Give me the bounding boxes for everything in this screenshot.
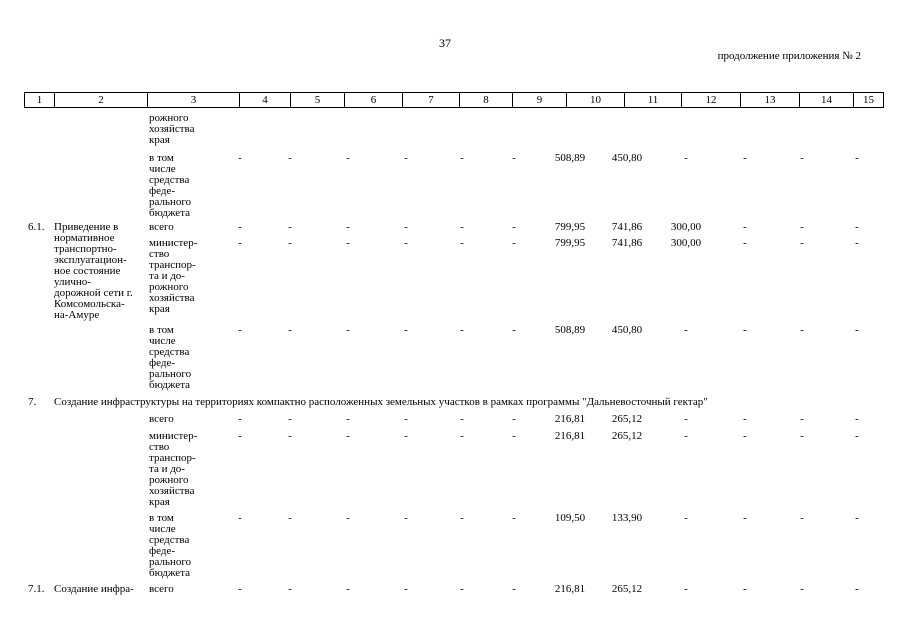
table-cell-value: - — [460, 237, 464, 249]
measure-name: Создание инфра- — [54, 583, 134, 595]
table-cell-value: - — [743, 512, 747, 524]
table-cell-value: - — [238, 152, 242, 164]
col-header: 3 — [147, 93, 239, 107]
table-cell-value: 741,86 — [611, 237, 643, 249]
table-cell-value: - — [238, 324, 242, 336]
funding-source: министер- ство транспор- та и до- рожного хозяйства края — [149, 237, 198, 315]
table-cell-value: 109,50 — [554, 512, 586, 524]
table-cell-value: - — [460, 430, 464, 442]
table-cell-value: - — [288, 430, 292, 442]
table-header — [24, 92, 884, 108]
col-header: 7 — [402, 93, 459, 107]
table-cell-value: - — [855, 237, 859, 249]
table-cell-value: - — [460, 583, 464, 595]
table-cell-value: - — [404, 237, 408, 249]
table-cell-value: - — [404, 430, 408, 442]
col-header: 4 — [239, 93, 290, 107]
col-header: 8 — [459, 93, 512, 107]
funding-source: всего — [149, 583, 174, 595]
table-cell-value: - — [743, 152, 747, 164]
table-cell-value: - — [855, 430, 859, 442]
table-cell-value: - — [512, 430, 516, 442]
funding-source: министер- ство транспор- та и до- рожного хозяйства края — [149, 430, 198, 508]
table-cell-value: - — [743, 430, 747, 442]
table-cell-value: - — [346, 583, 350, 595]
table-cell-value: 300,00 — [670, 237, 702, 249]
table-cell-value: - — [743, 237, 747, 249]
table-cell-value: - — [238, 583, 242, 595]
table-cell-value: - — [346, 512, 350, 524]
table-cell-value: - — [460, 413, 464, 425]
table-cell-value: - — [460, 512, 464, 524]
col-header: 11 — [624, 93, 681, 107]
table-cell-value: - — [404, 512, 408, 524]
col-header: 1 — [36, 94, 43, 106]
row-number: 6.1. — [28, 221, 45, 233]
table-cell-value: 450,80 — [611, 152, 643, 164]
table-cell-value: - — [855, 152, 859, 164]
table-cell-value: - — [800, 152, 804, 164]
table-cell-value: - — [346, 413, 350, 425]
col-header: 14 — [799, 93, 853, 107]
table-cell-value: - — [346, 430, 350, 442]
table-cell-value: - — [288, 512, 292, 524]
table-cell-value: - — [512, 512, 516, 524]
table-cell-value: - — [800, 583, 804, 595]
table-cell-value: - — [512, 221, 516, 233]
table-cell-value: - — [288, 583, 292, 595]
table-cell-value: - — [238, 221, 242, 233]
table-cell-value: - — [288, 237, 292, 249]
table-cell-value: 216,81 — [554, 583, 586, 595]
funding-source: всего — [149, 221, 174, 233]
col-header: 15 — [853, 93, 883, 107]
table-cell-value: 265,12 — [611, 583, 643, 595]
table-cell-value: - — [238, 430, 242, 442]
table-cell-value: - — [855, 413, 859, 425]
table-cell-value: - — [684, 583, 688, 595]
table-cell-value: - — [238, 512, 242, 524]
table-cell-value: - — [684, 324, 688, 336]
row-number: 7.1. — [28, 583, 45, 595]
table-cell-value: 508,89 — [554, 152, 586, 164]
table-cell-value: - — [800, 237, 804, 249]
table-cell-value: - — [800, 512, 804, 524]
table-cell-value: - — [288, 152, 292, 164]
table-cell-value: - — [288, 413, 292, 425]
table-cell-value: 265,12 — [611, 413, 643, 425]
funding-source: в том числе средства феде- рального бюджета — [149, 512, 192, 579]
table-cell-value: 265,12 — [611, 430, 643, 442]
table-cell-value: - — [512, 413, 516, 425]
table-cell-value: - — [238, 413, 242, 425]
col-header: 12 — [681, 93, 740, 107]
table-cell-value: - — [238, 237, 242, 249]
table-cell-value: - — [460, 221, 464, 233]
table-cell-value: 799,95 — [554, 221, 586, 233]
col-header: 10 — [566, 93, 624, 107]
table-cell-value: - — [346, 152, 350, 164]
table-cell-value: - — [346, 237, 350, 249]
col-header: 6 — [344, 93, 402, 107]
page-number: 37 — [439, 36, 451, 50]
table-cell-value: - — [512, 237, 516, 249]
table-cell-value: 741,86 — [611, 221, 643, 233]
table-cell-value: - — [855, 324, 859, 336]
table-cell-value: 799,95 — [554, 237, 586, 249]
table-cell-value: - — [684, 430, 688, 442]
table-cell-value: - — [743, 583, 747, 595]
table-cell-value: 300,00 — [670, 221, 702, 233]
row-number: 7. — [28, 396, 37, 408]
table-cell-value: - — [288, 221, 292, 233]
col-header: 9 — [512, 93, 566, 107]
table-cell-value: - — [404, 413, 408, 425]
measure-name: Приведение в нормативное транспортно- эксплуатацион- ное состояние улично- дорожной сети г. Комсомольска- на-Амуре — [54, 221, 133, 321]
col-header: 2 — [54, 93, 147, 107]
table-cell-value: 450,80 — [611, 324, 643, 336]
table-cell-value: - — [404, 324, 408, 336]
table-cell-value: - — [743, 221, 747, 233]
table-cell-value: 216,81 — [554, 413, 586, 425]
table-cell-value: - — [800, 324, 804, 336]
table-cell-value: - — [800, 430, 804, 442]
table-cell-value: - — [684, 152, 688, 164]
table-cell-value: - — [743, 413, 747, 425]
section-title: Создание инфраструктуры на территориях компактно расположенных земельных участков в рамках программы "Дальневосточный гектар" — [54, 396, 708, 408]
table-cell-value: - — [512, 324, 516, 336]
table-cell-value: - — [460, 152, 464, 164]
table-cell-value: 508,89 — [554, 324, 586, 336]
table-cell-value: - — [404, 583, 408, 595]
table-cell-value: 216,81 — [554, 430, 586, 442]
table-cell-value: - — [512, 583, 516, 595]
funding-source: в том числе средства феде- рального бюджета — [149, 324, 192, 391]
table-cell-value: 133,90 — [611, 512, 643, 524]
table-cell-value: - — [800, 413, 804, 425]
funding-source: в том числе средства феде- рального бюджета — [149, 152, 192, 219]
col-header: 5 — [290, 93, 344, 107]
continuation-note: продолжение приложения № 2 — [717, 50, 861, 62]
funding-source: рожного хозяйства края — [149, 112, 195, 146]
table-cell-value: - — [684, 512, 688, 524]
col-header: 13 — [740, 93, 799, 107]
funding-source: всего — [149, 413, 174, 425]
table-cell-value: - — [855, 221, 859, 233]
table-cell-value: - — [800, 221, 804, 233]
table-cell-value: - — [512, 152, 516, 164]
table-cell-value: - — [460, 324, 464, 336]
table-cell-value: - — [346, 221, 350, 233]
table-cell-value: - — [684, 413, 688, 425]
table-cell-value: - — [855, 583, 859, 595]
table-cell-value: - — [404, 221, 408, 233]
table-cell-value: - — [743, 324, 747, 336]
table-cell-value: - — [346, 324, 350, 336]
table-cell-value: - — [404, 152, 408, 164]
table-cell-value: - — [288, 324, 292, 336]
table-cell-value: - — [855, 512, 859, 524]
